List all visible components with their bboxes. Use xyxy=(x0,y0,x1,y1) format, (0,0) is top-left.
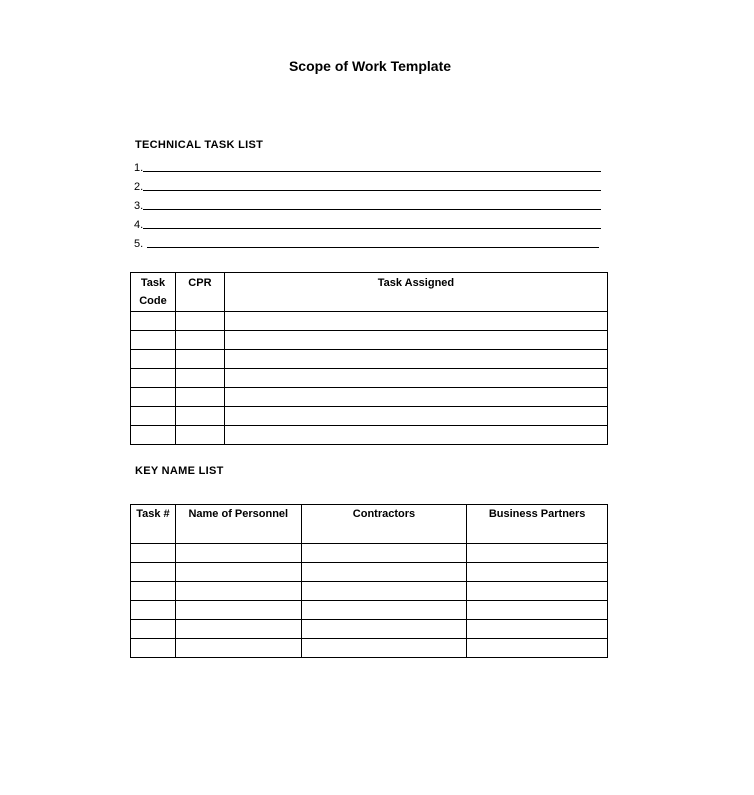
table-cell[interactable] xyxy=(175,350,224,369)
table-row xyxy=(131,563,608,582)
technical-task-list-heading: TECHNICAL TASK LIST xyxy=(135,139,264,151)
column-header-contractors: Contractors xyxy=(301,505,467,544)
table-cell[interactable] xyxy=(175,601,301,620)
table-row xyxy=(131,312,608,331)
table-row xyxy=(131,407,608,426)
task-line-number: 1. xyxy=(134,162,144,174)
task-line-blank[interactable] xyxy=(143,189,601,191)
table-cell[interactable] xyxy=(131,582,176,601)
task-line-1[interactable] xyxy=(134,156,604,175)
table-cell[interactable] xyxy=(467,582,608,601)
task-assignment-table xyxy=(130,272,608,445)
table-cell[interactable] xyxy=(175,388,224,407)
table-cell[interactable] xyxy=(301,582,467,601)
table-cell[interactable] xyxy=(131,331,176,350)
task-line-5[interactable] xyxy=(134,232,604,251)
table-cell[interactable] xyxy=(224,331,607,350)
table-cell[interactable] xyxy=(224,407,607,426)
table-row xyxy=(131,620,608,639)
table-cell[interactable] xyxy=(467,563,608,582)
table-cell[interactable] xyxy=(131,369,176,388)
column-header-task-assigned: Task Assigned xyxy=(224,273,607,312)
table-cell[interactable] xyxy=(224,369,607,388)
table-row xyxy=(131,639,608,658)
table-cell[interactable] xyxy=(131,620,176,639)
column-header-name-of-personnel: Name of Personnel xyxy=(175,505,301,544)
table-row xyxy=(131,582,608,601)
column-header-business-partners: Business Partners xyxy=(467,505,608,544)
task-line-4[interactable] xyxy=(134,213,604,232)
table-row xyxy=(131,601,608,620)
table-cell[interactable] xyxy=(131,312,176,331)
table-row xyxy=(131,388,608,407)
table-cell[interactable] xyxy=(175,312,224,331)
table-cell[interactable] xyxy=(175,407,224,426)
table-cell[interactable] xyxy=(175,563,301,582)
table-cell[interactable] xyxy=(467,620,608,639)
table-cell[interactable] xyxy=(131,350,176,369)
table-cell[interactable] xyxy=(175,544,301,563)
table-cell[interactable] xyxy=(175,582,301,601)
column-header-cpr: CPR xyxy=(175,273,224,312)
key-name-table xyxy=(130,504,608,658)
task-line-blank[interactable] xyxy=(143,208,601,210)
task-line-blank[interactable] xyxy=(147,246,599,248)
task-line-number: 4. xyxy=(134,219,144,231)
table-row xyxy=(131,331,608,350)
table-cell[interactable] xyxy=(175,620,301,639)
table-cell[interactable] xyxy=(131,426,176,445)
table-row xyxy=(131,426,608,445)
table-cell[interactable] xyxy=(131,388,176,407)
table-cell[interactable] xyxy=(467,639,608,658)
task-line-number: 5. xyxy=(134,238,144,250)
table-header-row xyxy=(131,505,608,544)
table-row xyxy=(131,369,608,388)
table-cell[interactable] xyxy=(301,620,467,639)
table-row xyxy=(131,350,608,369)
table-row xyxy=(131,544,608,563)
table-cell[interactable] xyxy=(301,601,467,620)
table-cell[interactable] xyxy=(175,331,224,350)
table-cell[interactable] xyxy=(131,601,176,620)
table-cell[interactable] xyxy=(175,639,301,658)
table-cell[interactable] xyxy=(224,426,607,445)
technical-task-list xyxy=(134,156,604,251)
table-cell[interactable] xyxy=(175,426,224,445)
column-header-task-number: Task # xyxy=(131,505,176,544)
key-name-list-heading: KEY NAME LIST xyxy=(135,465,224,477)
table-cell[interactable] xyxy=(467,544,608,563)
table-cell[interactable] xyxy=(131,563,176,582)
table-cell[interactable] xyxy=(301,639,467,658)
table-cell[interactable] xyxy=(301,544,467,563)
table-cell[interactable] xyxy=(131,407,176,426)
table-cell[interactable] xyxy=(224,350,607,369)
table-cell[interactable] xyxy=(224,312,607,331)
task-line-blank[interactable] xyxy=(143,227,601,229)
task-line-2[interactable] xyxy=(134,175,604,194)
column-header-task-code: Task Code xyxy=(131,273,176,312)
task-line-blank[interactable] xyxy=(143,170,601,172)
task-line-number: 3. xyxy=(134,200,144,212)
page-title: Scope of Work Template xyxy=(288,58,452,74)
table-cell[interactable] xyxy=(301,563,467,582)
task-table-body xyxy=(131,312,608,445)
table-cell[interactable] xyxy=(175,369,224,388)
task-line-number: 2. xyxy=(134,181,144,193)
task-line-3[interactable] xyxy=(134,194,604,213)
key-table-body xyxy=(131,544,608,658)
table-cell[interactable] xyxy=(224,388,607,407)
table-cell[interactable] xyxy=(467,601,608,620)
table-header-row xyxy=(131,273,608,312)
table-cell[interactable] xyxy=(131,544,176,563)
table-cell[interactable] xyxy=(131,639,176,658)
